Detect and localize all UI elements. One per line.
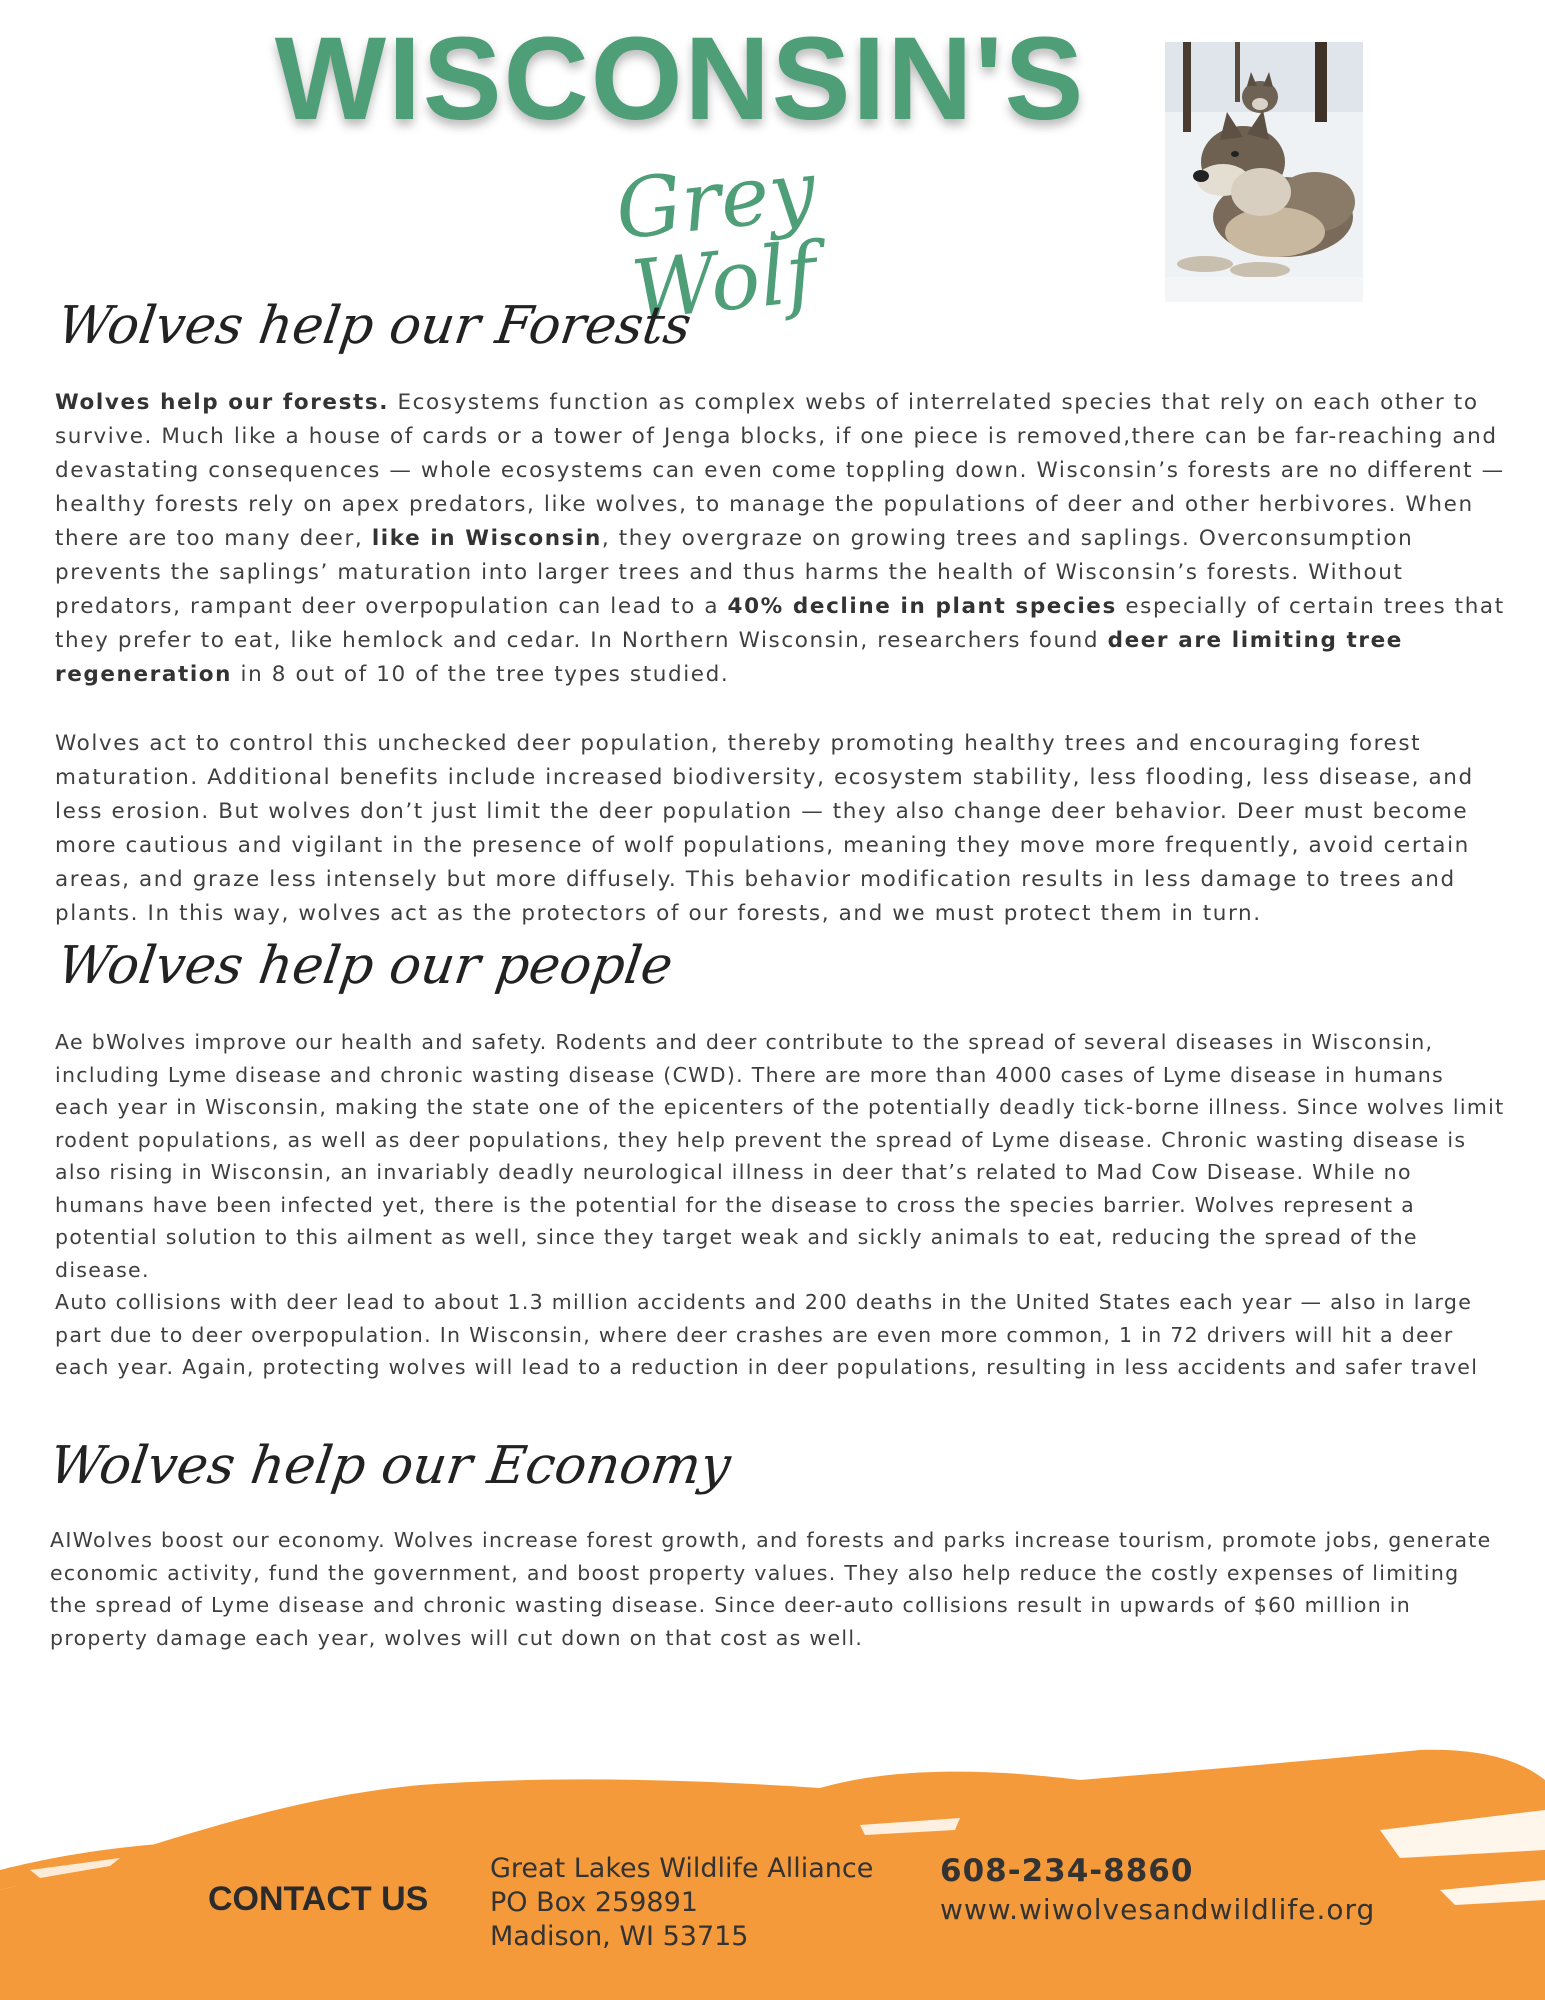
forests-paragraph-1 [55, 386, 1505, 692]
contact-us-label: CONTACT US [208, 1880, 429, 1918]
forests-bold-2: like in Wisconsin [371, 526, 602, 551]
economy-paragraph-1: AIWolves boost our economy. Wolves increase forest growth, and forests and parks increase tourism, promote jobs, generate economic activity, fund the government, and boost property values. They also help reduce the costly expenses of limiting the spread of Lyme disease and chronic wasting disease. Since deer-auto collisions result in upwards of $60 million in property damage each year, wolves will cut down on that cost as well. [50, 1528, 1492, 1650]
wolf-photo [1165, 42, 1363, 302]
page-subtitle: Grey Wolf [611, 143, 822, 340]
website-link[interactable]: www.wiwolvesandwildlife.org [940, 1893, 1376, 1926]
forests-bold-3: 40% decline in plant species [727, 594, 1117, 619]
forests-bold-1: Wolves help our forests. [55, 390, 390, 415]
forests-bold-4: deer are limiting tree regeneration [55, 628, 1403, 687]
forests-text-4: in 8 out of 10 of the tree types studied. [232, 662, 730, 687]
people-paragraph-1: Ae bWolves improve our health and safety. Rodents and deer contribute to the spread of several diseases in Wisconsin, including Lyme disease and chronic wasting disease (CWD). There are more than 4000 cases of Lyme disease in humans each year in Wisconsin, making the state one of the epicenters of the potentially deadly tick-borne illness. Since wolves limit rodent populations, as well as deer populations, they help prevent the spread of Lyme disease. Chronic wasting disease is also rising in Wisconsin, an invariably deadly neurological illness in deer that’s related to Mad Cow Disease. While no humans have been infected yet, there is the potential for the disease to cross the species barrier. Wolves represent a potential solution to this ailment as well, since they target weak and sickly animals to eat, reducing the spread of the disease. [55, 1030, 1505, 1282]
forests-text-1: Ecosystems function as complex webs of interrelated species that rely on each other to survive. Much like a house of cards or a tower of Jenga blocks, if one piece is removed,there can be far-reaching and devastating consequences — whole ecosystems can even come toppling down. Wisconsin’s forests are no different — healthy forests rely on apex predators, like wolves, to manage the populations of deer and other herbivores. When there are too many deer, [55, 390, 1505, 551]
address-line-1: PO Box 259891 [490, 1887, 698, 1918]
forests-text-2: , they overgraze on growing trees and saplings. Overconsumption prevents the saplings’ maturation into larger trees and thus harms the health of Wisconsin’s forests. Without predators, rampant deer overpopulation can lead to a [55, 526, 1414, 619]
phone-number: 608-234-8860 [940, 1853, 1194, 1889]
address-line-2: Madison, WI 53715 [490, 1921, 749, 1952]
section-heading-people: Wolves help our people [53, 936, 677, 996]
forests-text-3: especially of certain trees that they prefer to eat, like hemlock and cedar. In Northern Wisconsin, researchers found [55, 594, 1505, 653]
section-heading-forests: Wolves help our Forests [53, 296, 695, 356]
forests-paragraph-2: Wolves act to control this unchecked deer population, thereby promoting healthy trees and encouraging forest maturation. Additional benefits include increased biodiversity, ecosystem stability, less flooding, less disease, and less erosion. But wolves don’t just limit the deer population — they also change deer behavior. Deer must become more cautious and vigilant in the presence of wolf populations, meaning they move more frequently, avoid certain areas, and graze less intensely but more diffusely. This behavior modification results in less damage to trees and plants. In this way, wolves act as the protectors of our forests, and we must protect them in turn. [55, 731, 1474, 926]
people-paragraph-2: Auto collisions with deer lead to about 1.3 million accidents and 200 deaths in the United States each year — also in large part due to deer overpopulation. In Wisconsin, where deer crashes are even more common, 1 in 72 drivers will hit a deer each year. Again, protecting wolves will lead to a reduction in deer populations, resulting in less accidents and safer travel [55, 1290, 1479, 1379]
org-name: Great Lakes Wildlife Alliance [490, 1853, 874, 1884]
contact-address-block [490, 1852, 873, 1954]
wolf-photo-icon [1165, 42, 1363, 302]
page-title: WISCONSIN'S [274, 13, 1086, 145]
section-heading-economy: Wolves help our Economy [45, 1436, 735, 1496]
